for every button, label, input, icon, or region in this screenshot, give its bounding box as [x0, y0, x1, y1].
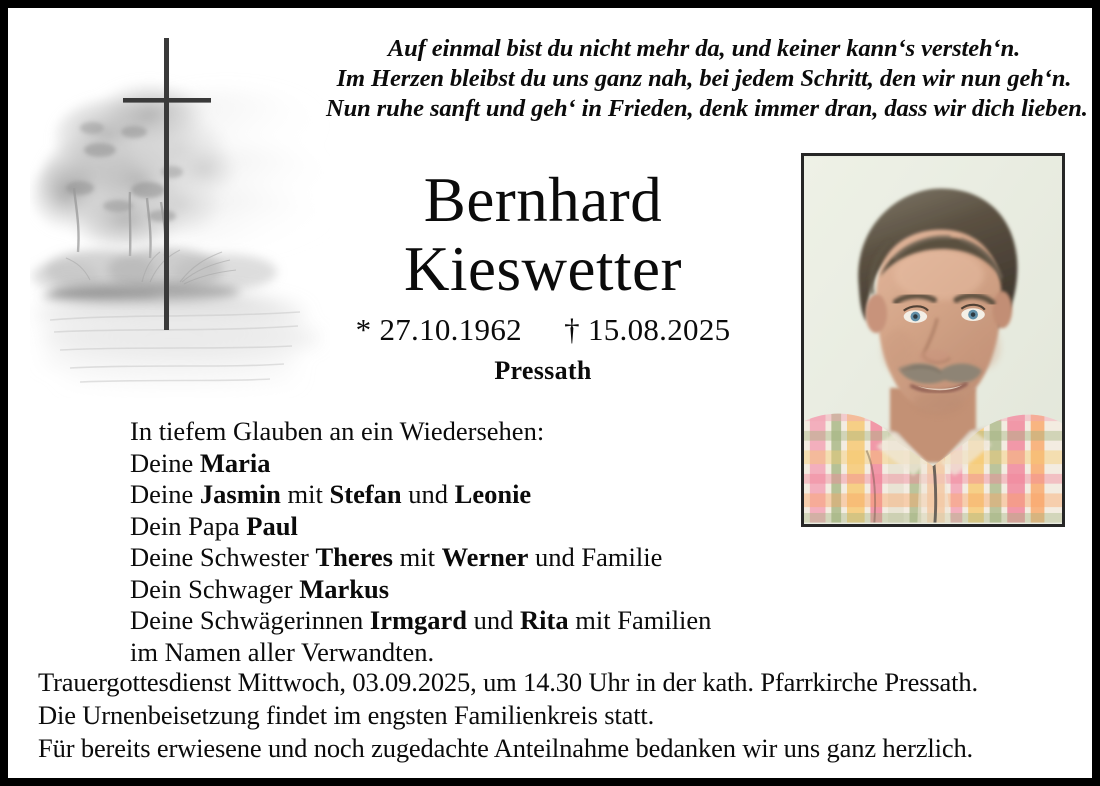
mourner-2-name-b: Stefan — [329, 479, 402, 509]
mourner-5-name: Markus — [299, 573, 390, 604]
poem-line-3: Nun ruhe sanft und geh‘ in Frieden, denk immer dran, dass wir dich lieben. — [326, 95, 1088, 122]
death-date: 15.08.2025 — [587, 312, 731, 347]
service-details — [38, 666, 1068, 765]
service-line-3: Für bereits erwiesene und noch zugedachte Anteilnahme bedanken wir uns ganz herzlich. — [38, 733, 974, 763]
water-reflection — [35, 294, 320, 388]
mourner-2-name-c: Leonie — [454, 479, 532, 509]
death-symbol: † — [564, 312, 580, 347]
home-town: Pressath — [494, 356, 592, 385]
mourner-5-prefix: Dein Schwager — [130, 573, 300, 604]
mourner-line-4 — [130, 542, 770, 574]
portrait-photo — [801, 153, 1065, 527]
mourner-line-3 — [130, 511, 770, 543]
mourner-6-mid: und — [467, 605, 521, 635]
mourner-1-name: Maria — [199, 447, 271, 478]
mourner-4-name-a: Theres — [315, 542, 393, 572]
mourner-6-name-b: Rita — [520, 605, 569, 635]
poem-line-2: Im Herzen bleibst du uns ganz nah, bei jedem Schritt, den wir nun geh‘n. — [336, 65, 1072, 92]
service-line-2: Die Urnenbeisetzung findet im engsten Familienkreis statt. — [38, 700, 655, 730]
mourner-2-post: und — [401, 479, 455, 509]
mourner-2-mid: mit — [280, 479, 330, 509]
memorial-poem — [326, 34, 1088, 124]
first-name: Bernhard — [423, 165, 663, 235]
mourner-2-name-a: Jasmin — [199, 479, 281, 509]
mourner-4-name-b: Werner — [441, 542, 529, 572]
mourners-list — [130, 416, 770, 668]
mourner-4-post: und Familie — [528, 542, 663, 572]
mourner-2-prefix: Deine — [130, 479, 200, 509]
mourner-4-prefix: Deine Schwester — [130, 542, 316, 572]
mourner-4-mid: mit — [392, 542, 442, 572]
life-dates — [308, 312, 778, 348]
mourner-6-prefix: Deine Schwägerinnen — [130, 605, 370, 635]
service-line-1: Trauergottesdienst Mittwoch, 03.09.2025, um 14.30 Uhr in der kath. Pfarrkirche Pressath. — [38, 667, 978, 697]
poem-line-1: Auf einmal bist du nicht mehr da, und keiner kann‘s versteh‘n. — [387, 35, 1021, 62]
notice-content — [8, 8, 1092, 778]
birth-symbol: * — [355, 312, 372, 347]
mourner-3-name: Paul — [246, 510, 298, 541]
mourner-1-prefix: Deine — [130, 447, 200, 478]
mourner-line-5 — [130, 574, 770, 606]
deceased-identity — [308, 166, 778, 386]
mourner-line-6 — [130, 605, 770, 637]
mourner-line-1 — [130, 448, 770, 480]
mourner-6-name-a: Irmgard — [369, 605, 468, 635]
mourner-line-2 — [130, 479, 770, 511]
mourner-6-post: mit Familien — [568, 605, 712, 635]
mourners-intro: In tiefem Glauben an ein Wiedersehen: — [130, 416, 545, 446]
cross-with-trees-illustration — [30, 20, 330, 398]
mourner-3-prefix: Dein Papa — [130, 510, 247, 541]
birth-date: 27.10.1962 — [379, 312, 522, 347]
mourners-closing: im Namen aller Verwandten. — [130, 636, 435, 667]
last-name: Kieswetter — [404, 234, 682, 304]
